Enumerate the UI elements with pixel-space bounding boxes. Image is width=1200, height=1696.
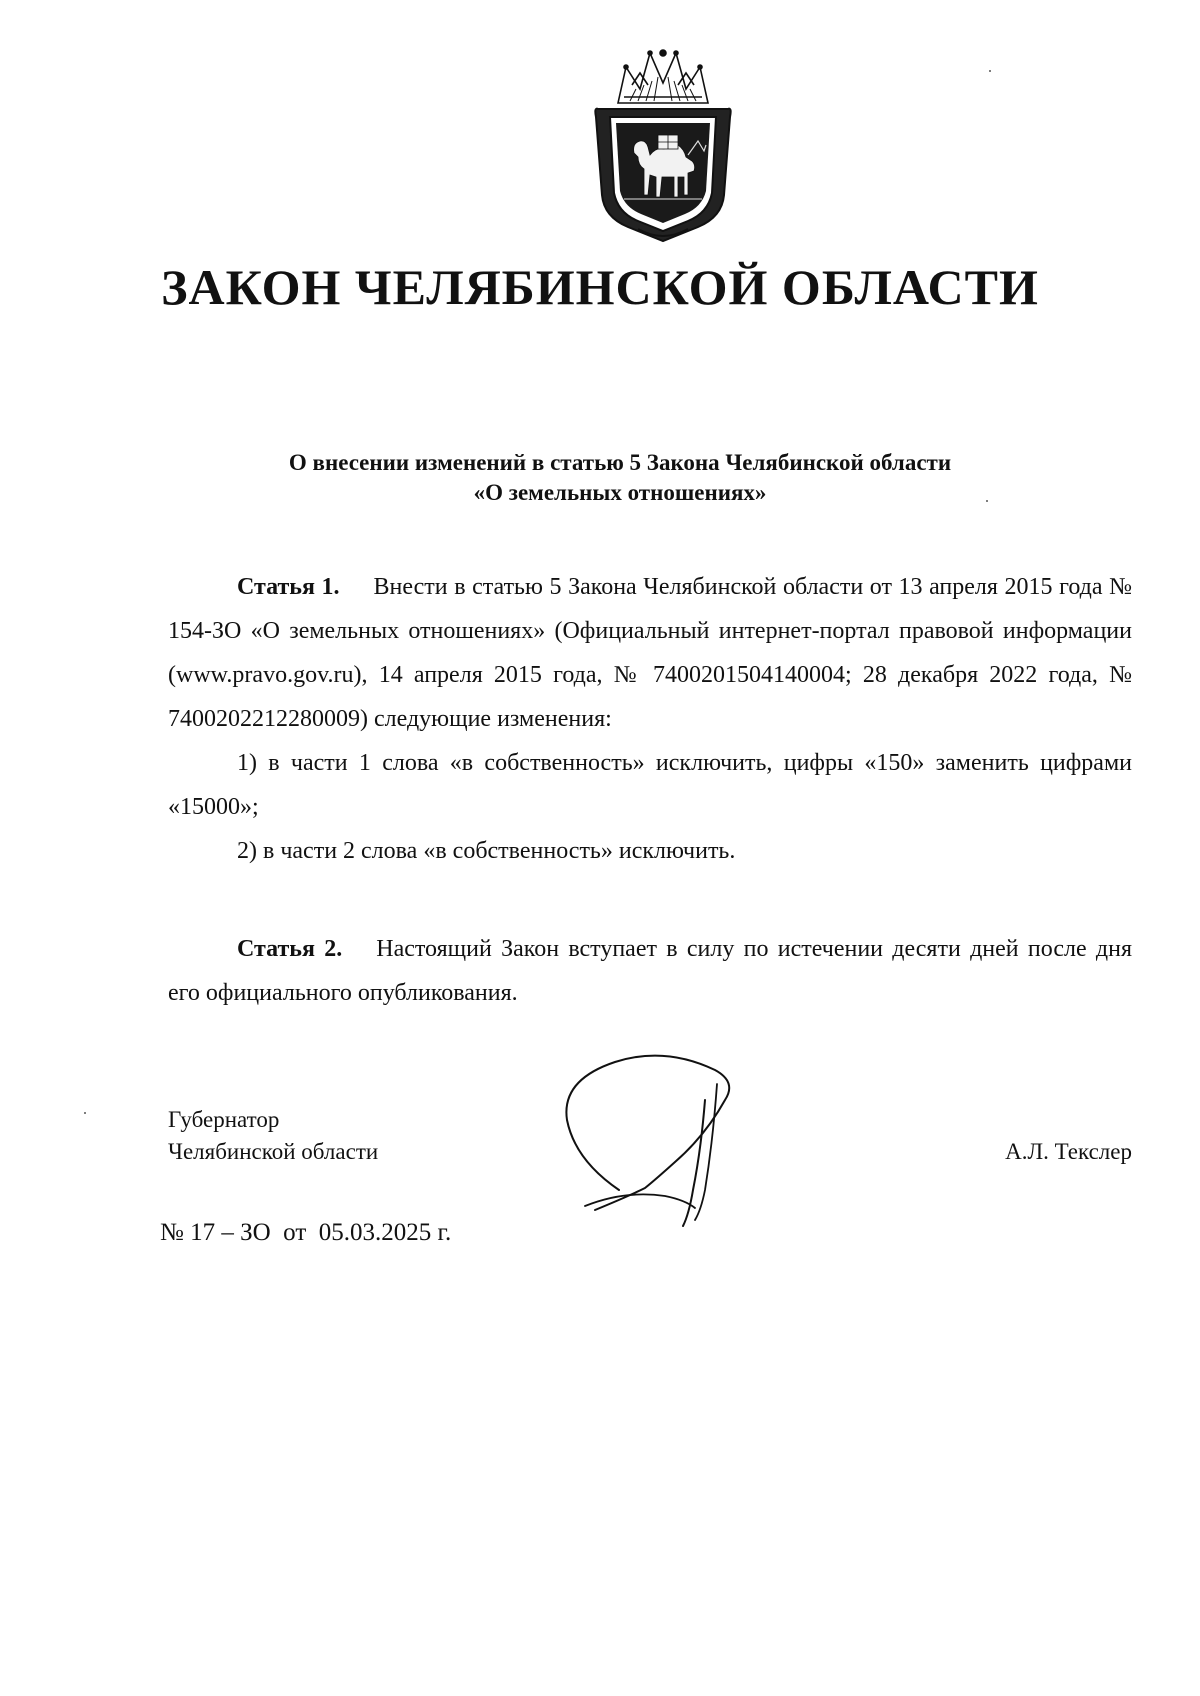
- subtitle-line-1: О внесении изменений в статью 5 Закона Челябинской области: [288, 450, 952, 475]
- article-1-text: Внести в статью 5 Закона Челябинской области от 13 апреля 2015 года № 154-ЗО «О земельных отношениях» (Официальный интернет-портал правовой информации (www.pravo.gov.ru), 14 апреля 2015 года, № 7400201504140004; 28 декабря 2022 года, № 7400202212280009) следующие изменения:: [168, 574, 1132, 732]
- signatory-name: А.Л. Текслер: [1005, 1139, 1132, 1164]
- chelyabinsk-coat-of-arms-icon: [588, 45, 738, 245]
- article-2-heading: Статья 2.: [237, 936, 343, 962]
- article-1: [168, 565, 1132, 873]
- article-2-text: Настоящий Закон вступает в силу по истечении десяти дней после дня его официального опубликования.: [168, 936, 1132, 1006]
- article-2: [168, 927, 1132, 1015]
- article-1-item-2: 2) в части 2 слова «в собственность» исключить.: [237, 838, 736, 864]
- article-1-item-1: 1) в части 1 слова «в собственность» исключить, цифры «150» заменить цифрами «15000»;: [168, 750, 1132, 820]
- article-1-paragraph: [168, 565, 1132, 741]
- law-title: ЗАКОН ЧЕЛЯБИНСКОЙ ОБЛАСТИ: [161, 259, 1039, 315]
- scan-speck: [989, 70, 991, 72]
- law-subtitle: [170, 448, 1070, 508]
- scan-speck: [84, 1112, 86, 1114]
- law-registration-number: № 17 – ЗО от 05.03.2025 г.: [160, 1219, 452, 1246]
- signatory-position-line-2: Челябинской области: [168, 1139, 379, 1164]
- signatory-position-line-1: Губернатор: [168, 1107, 280, 1132]
- signatory-position: [168, 1104, 378, 1168]
- article-1-heading: Статья 1.: [237, 574, 340, 600]
- article-2-paragraph: [168, 927, 1132, 1015]
- scan-speck: [986, 500, 988, 502]
- subtitle-line-2: «О земельных отношениях»: [473, 480, 767, 505]
- handwritten-signature-icon: [555, 1040, 785, 1240]
